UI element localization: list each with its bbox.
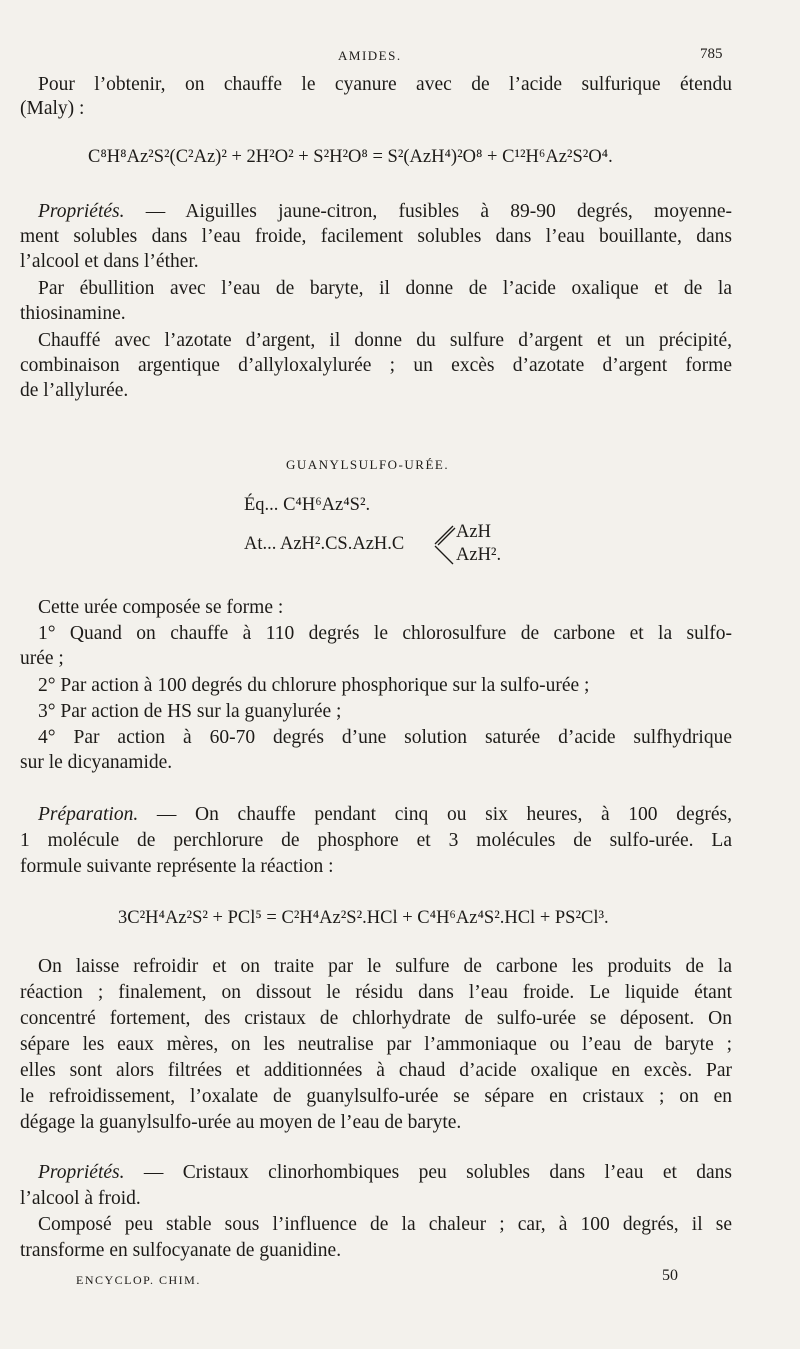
preparation-label: Préparation. xyxy=(38,804,139,825)
paragraph-line: sépare les eaux mères, on les neutralise par l’ammoniaque ou l’eau de baryte ; xyxy=(20,1034,732,1055)
properties-label: Propriétés. xyxy=(38,1162,125,1183)
paragraph-line: de l’allylurée. xyxy=(20,380,129,401)
preparation-line: 1 molécule de perchlorure de phosphore et 3 molécules de sulfo-urée. La xyxy=(20,830,732,851)
equation-maly: C⁸H⁸Az²S²(C²Az)² + 2H²O² + S²H²O⁸ = S²(AzH⁴)²O⁸ + C¹²H⁶Az²S²O⁴. xyxy=(88,147,613,167)
paragraph-line: Chauffé avec l’azotate d’argent, il donne du sulfure d’argent et un précipité, xyxy=(38,330,732,351)
paragraph-line: dégage la guanylsulfo-urée au moyen de l’eau de baryte. xyxy=(20,1112,462,1133)
properties-first-line xyxy=(38,200,732,224)
properties-line: ment solubles dans l’eau froide, facilement solubles dans l’eau bouillante, dans xyxy=(20,226,732,247)
properties-first-line xyxy=(38,1161,732,1185)
paragraph-line: réaction ; finalement, on dissout le résidu dans l’eau froide. Le liquide étant xyxy=(20,982,732,1003)
formation-item-4-cont: sur le dicyanamide. xyxy=(20,752,173,773)
paragraph-line: Composé peu stable sous l’influence de la chaleur ; car, à 100 degrés, il se xyxy=(38,1214,732,1235)
preparation-first-line xyxy=(38,803,732,827)
paragraph-line: thiosinamine. xyxy=(20,303,126,324)
formation-intro: Cette urée composée se forme : xyxy=(38,597,284,618)
eq-value: C⁴H⁶Az⁴S². xyxy=(283,495,371,515)
section-title: GUANYLSULFO-URÉE. xyxy=(286,457,450,472)
running-header: AMIDES. xyxy=(338,48,402,63)
formation-item-4: 4° Par action à 60-70 degrés d’une solution saturée d’acide sulfhydrique xyxy=(38,727,732,748)
paragraph-line: elles sont alors filtrées et additionnées à chaud d’acide oxalique en excès. Par xyxy=(20,1060,732,1081)
paragraph-line: transforme en sulfocyanate de guanidine. xyxy=(20,1240,342,1261)
preparation-text: — On chauffe pendant cinq ou six heures, à 100 degrés, xyxy=(156,804,732,825)
formation-item-1-cont: urée ; xyxy=(20,648,64,669)
formation-item-3: 3° Par action de HS sur la guanylurée ; xyxy=(38,701,342,722)
paragraph-line: On laisse refroidir et on traite par le sulfure de carbone les produits de la xyxy=(38,956,732,977)
at-main: AzH².CS.AzH.C xyxy=(279,534,405,554)
properties-line: l’alcool à froid. xyxy=(20,1188,141,1209)
properties-label: Propriétés. xyxy=(38,201,125,222)
footer-signature: 50 xyxy=(662,1267,678,1284)
intro-line: (Maly) : xyxy=(20,98,85,119)
at-prefix: At... xyxy=(244,534,277,554)
preparation-line: formule suivante représente la réaction : xyxy=(20,856,334,877)
properties-text: — Aiguilles jaune-citron, fusibles à 89-90 degrés, moyenne- xyxy=(145,201,732,222)
intro-line: Pour l’obtenir, on chauffe le cyanure avec de l’acide sulfurique étendu xyxy=(38,74,732,95)
equation-reaction: 3C²H⁴Az²S² + PCl⁵ = C²H⁴Az²S².HCl + C⁴H⁶Az⁴S².HCl + PS²Cl³. xyxy=(118,908,609,928)
properties-line: l’alcool et dans l’éther. xyxy=(20,251,199,272)
paragraph-line: concentré fortement, des cristaux de chlorhydrate de sulfo-urée se déposent. On xyxy=(20,1008,732,1029)
eq-prefix: Éq... xyxy=(244,495,279,515)
footer-left: ENCYCLOP. CHIM. xyxy=(76,1273,201,1287)
equivalent-formula xyxy=(244,493,370,517)
paragraph-line: le refroidissement, l’oxalate de guanylsulfo-urée se sépare en cristaux ; on en xyxy=(20,1086,732,1107)
branch-bonds xyxy=(433,520,457,570)
paragraph-line: Par ébullition avec l’eau de baryte, il donne de l’acide oxalique et de la xyxy=(38,278,732,299)
formation-item-2: 2° Par action à 100 degrés du chlorure phosphorique sur la sulfo-urée ; xyxy=(38,675,590,696)
properties-text: — Cristaux clinorhombiques peu solubles dans l’eau et dans xyxy=(143,1162,733,1183)
page-number: 785 xyxy=(700,46,723,62)
branch-top: AzH xyxy=(456,522,491,542)
paragraph-line: combinaison argentique d’allyloxalylurée ; un excès d’azotate d’argent forme xyxy=(20,355,732,376)
formation-item-1: 1° Quand on chauffe à 110 degrés le chlorosulfure de carbone et la sulfo- xyxy=(38,623,732,644)
atomic-formula xyxy=(244,532,404,556)
branch-bottom: AzH². xyxy=(456,545,502,565)
